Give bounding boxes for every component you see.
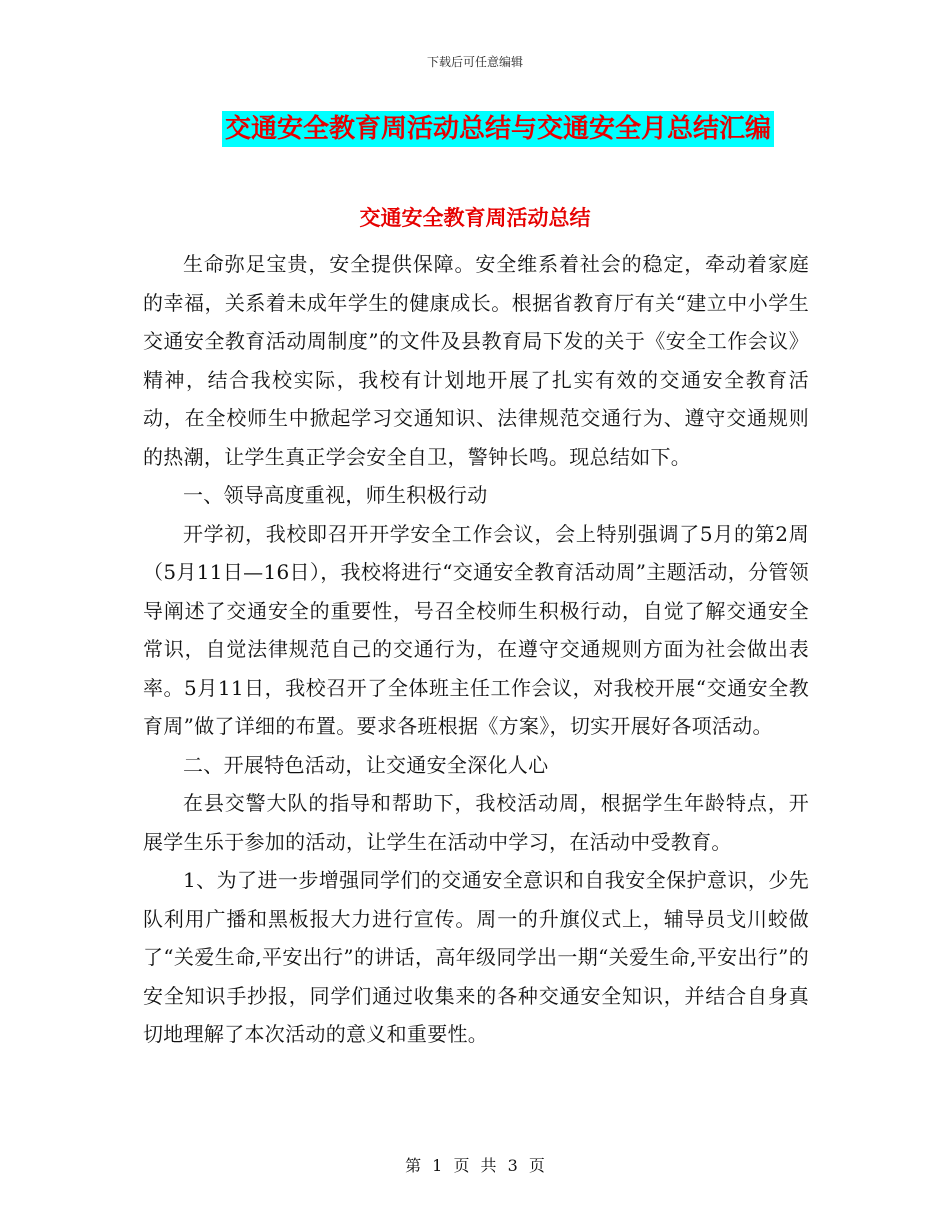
section-title: 交通安全教育周活动总结 <box>359 206 591 230</box>
heading-leadership: 一、领导高度重视，师生积极行动 <box>183 483 488 507</box>
paragraph-meeting: 开学初，我校即召开开学安全工作会议，会上特别强调了5月的第2周（5月11日—16日），我校将进行“交通安全教育活动周”主题活动，分管领导阐述了交通安全的重要性，号召全校师生积极行动，自觉了解交通安全常识，自觉法律规范自己的交通行为，在遵守交通规则方面为社会做出表率。5月11日，我校召开了全体班主任工作会议，对我校开展“交通安全教育周”做了详细的布置。要求各班根据《方案》，切实开展好各项活动。 <box>143 521 809 738</box>
heading-activities: 二、开展特色活动，让交通安全深化人心 <box>183 752 549 777</box>
paragraph-intro: 生命弥足宝贵，安全提供保障。安全维系着社会的稳定，牵动着家庭的幸福，关系着未成年学生的健康成长。根据省教育厅有关“建立中小学生交通安全教育活动周制度”的文件及县教育局下发的关于《安全工作会议》精神，结合我校实际，我校有计划地开展了扎实有效的交通安全教育活动，在全校师生中掀起学习交通知识、法律规范交通行为、遵守交通规则的热潮，让学生真正学会安全自卫，警钟长鸣。现总结如下。 <box>143 252 809 469</box>
document-title <box>0 111 950 147</box>
paragraph-item-1: 1、为了进一步增强同学们的交通安全意识和自我安全保护意识，少先队利用广播和黑板报大力进行宣传。周一的升旗仪式上，辅导员戈川蛟做了“关爱生命,平安出行”的讲话，高年级同学出一期“关爱生命,平安出行”的安全知识手抄报，同学们通过收集来的各种交通安全知识，并结合自身真切地理解了本次活动的意义和重要性。 <box>143 868 809 1046</box>
header-note: 下载后可任意编辑 <box>426 55 523 69</box>
document-title-text: 交通安全教育周活动总结与交通安全月总结汇编 <box>222 111 774 147</box>
document-body <box>143 245 809 1054</box>
paragraph-activities: 在县交警大队的指导和帮助下，我校活动周，根据学生年龄特点，开展学生乐于参加的活动，让学生在活动中学习，在活动中受教育。 <box>143 791 809 854</box>
page-footer: 第 1 页 共 3 页 <box>405 1156 545 1175</box>
